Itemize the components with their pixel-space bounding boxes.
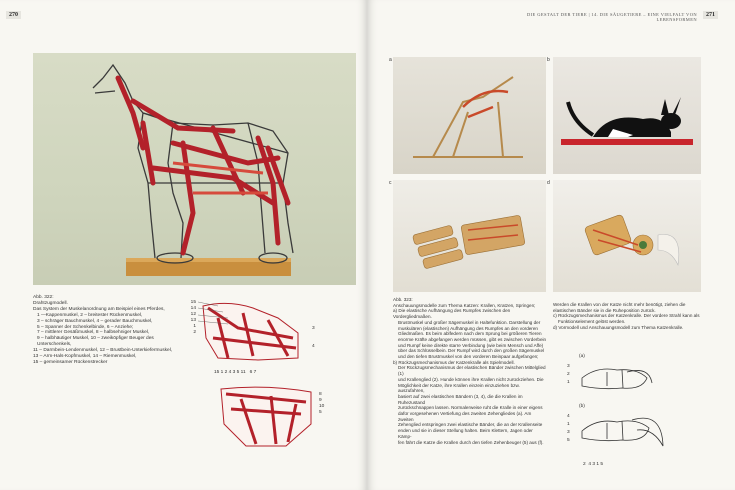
claw-label: 1 xyxy=(567,380,570,385)
fig323-line: Möglichkeit der Katze, ihre Krallen einzein einzuziehen bzw. auszufahren, xyxy=(398,382,520,394)
fig322-caption xyxy=(33,295,183,366)
fig323-line: und Krallenglied (2). Hunde können ihre Krallen nicht zurückziehen. Die xyxy=(398,376,544,382)
running-head: DIE GESTALT DER TIERE | 14. DIE SÄUGETIERE – EINE VIELFALT VON LEBENSFORMEN xyxy=(527,12,697,22)
fig323-caption-right xyxy=(553,302,701,331)
diagram-left-numbers xyxy=(186,300,196,336)
fig323-caption-left xyxy=(393,297,547,445)
photo-label-b: b xyxy=(547,57,550,63)
diagram-number: 12 xyxy=(190,312,196,317)
lower-muscle-drawing xyxy=(216,384,316,450)
muscle-diagram xyxy=(184,298,334,458)
diagram-number: 1 xyxy=(193,324,196,329)
fig323-line: muskulären (elastischen) Aufhängung des Rumpfes an den vorderen xyxy=(398,325,538,331)
fig323-line: enorme Kräfte abgefangen werden müssen, gibt es zwischen Vorderbein xyxy=(398,336,547,342)
fig323-line: a) Die elastische Aufhängung des Rumpfes zwischen den Vordergliedmaßen. xyxy=(393,308,511,320)
claw-drawing-retracted xyxy=(577,358,657,398)
photo-label-a: a xyxy=(389,57,392,63)
fig322-line: 15 – gemeinsamer Rückenstrecker xyxy=(33,359,108,365)
upper-muscle-drawing xyxy=(198,298,308,368)
fig323-line: Anschauungsmodelle zum Thema Katzen: Krallen, Kratzen, Springen; xyxy=(393,302,536,308)
claw-models-drawing xyxy=(553,180,701,292)
diagram-number: 9 xyxy=(319,398,322,403)
fig322-line: 3 – schräger Bauchmuskel, 4 – gerader Bauchmuskel, xyxy=(37,318,153,324)
horse-model-illustration xyxy=(33,53,356,285)
photo-label-d: d xyxy=(547,180,550,186)
cat-spring-drawing xyxy=(393,57,546,174)
fig322-title: Abb. 322: xyxy=(33,295,54,300)
claw-label: (a) xyxy=(579,354,585,359)
claw-label: 4 xyxy=(567,414,570,419)
fig322-line: 7 – mittlerer Gesäßmuskel, 8 – halbsehniger Muskel, xyxy=(37,330,150,336)
fig323-right-line: Werden die Krallen von der Katze nicht mehr benötigt, ziehen die xyxy=(553,302,686,307)
fig323-line: basiert auf zwei elastischen Bändern (3, 4), die die Krallen im Ruhezustand xyxy=(398,393,523,405)
fig322-line: 5 – Spanner der Schenkelbinde, 6 – Anziehe; xyxy=(37,324,134,330)
fig323-line: und den tiefen Brustmuskel von den vorderen Beinpaar aufgefangen; xyxy=(398,354,539,360)
left-page xyxy=(0,0,367,490)
fig323-right-line: Funktionselement gelöst werden. xyxy=(558,319,626,325)
fig323-line: Gliedmaßen. Es beim ablfedern nach dem Sprung bei größeren Tieren xyxy=(398,331,542,337)
fig323-line: dafür vorgesehenen Vertiefung des zweiten Zehengliedes (a). Am zweiten xyxy=(398,411,532,422)
diagram-number: 2 xyxy=(193,330,196,335)
fig323-line: fen fährt die Katze die Krallen durch den tiefen Zehenbeuger (5) aus (f). xyxy=(398,439,544,445)
fig322-line: 1 —Kappenmuskel, 2 – breitester Rückenmuskel, xyxy=(37,312,143,318)
claw-label: 1 xyxy=(567,422,570,427)
claw-bottom-row: 2 4 3 1 5 xyxy=(583,462,604,467)
diagram-number: 3 xyxy=(312,326,315,331)
diagram-number: 14 xyxy=(190,306,196,311)
diagram-number: 10 xyxy=(319,404,325,409)
diagram-lower-right-numbers xyxy=(319,392,324,416)
fig323-right-line: c) Rückzugsmechanismus der Katzenkralle. Der vordere Strahl kann als xyxy=(553,313,700,319)
diagram-number: 5 xyxy=(319,410,322,415)
page-number-right: 271 xyxy=(703,11,718,19)
fig323-line: Zehenglied entspringen zwei elastische Bänder, die an der Krallenseite xyxy=(398,422,543,428)
photo-d-claw-models xyxy=(553,180,701,292)
claw-drawing-extended xyxy=(577,406,667,456)
photo-label-c: c xyxy=(389,180,392,186)
diagram-number: 13 xyxy=(190,318,196,323)
claw-mechanism-drawing xyxy=(393,180,546,292)
fig323-right-line: d) Vormodell und Anschauungsmodell zum Thema Katzenkralle. xyxy=(553,324,684,330)
fig323-line: zurückschnappen lassen. Normalerweise ruht die Kralle in einer eigens xyxy=(398,405,543,411)
claw-label: 3 xyxy=(567,364,570,369)
fig323-line: Der Rückzugsmechanismus der elastischen Bänder zwischen Mittelglied (1) xyxy=(398,365,546,377)
claw-label: 3 xyxy=(567,430,570,435)
diagram-right-numbers xyxy=(312,326,315,350)
fig323-line: und Rumpf keine direkte starre Verbindung (wie beim Mensch und Affe) xyxy=(398,342,544,348)
claw-label: (b) xyxy=(579,404,585,409)
fig323-line: enden und sie in dieser Stellung halten. Beim Klettern, Jagen oder Kämp- xyxy=(398,428,533,439)
photo-c-claw-mechanism-model xyxy=(393,180,546,292)
claw-label: 5 xyxy=(567,438,570,443)
fig322-line: 13 – Arm-Hals-Kopfmuskel, 14 – Riemenmuskel, xyxy=(33,354,137,360)
fig322-line: 11 – Darmbein-Lendenmuskel, 12 – Brustbein-Unterkiefermuskel, xyxy=(33,348,173,354)
diagram-number: 15 xyxy=(190,300,196,305)
photo-a-cat-spring-model xyxy=(393,57,546,174)
fig323-title: Abb. 323: xyxy=(393,297,413,302)
black-cat-drawing xyxy=(553,57,701,174)
diagram-number: 8 xyxy=(319,392,322,397)
fig322-line: Das System der Muskelanordnung am Beispiel eines Pferdes, xyxy=(33,306,165,312)
diagram-number: 4 xyxy=(312,344,315,349)
right-page xyxy=(367,0,735,490)
fig323-line: über das Schlüsselbein. Der Rumpf wird durch den großen Sägemuskel xyxy=(398,348,545,354)
claw-diagram xyxy=(553,350,701,480)
fig322-line: 9 – halbhäutiger Muskel, 10 – zweiköpfiger Beuger des Unterschenkels, xyxy=(37,336,154,348)
fig323-line: Brustmuskel und großer Sägemuskel in Haltefunktion. Darstellung der xyxy=(398,319,541,325)
fig322-subtitle: Drahtzugmodell. xyxy=(33,300,68,306)
fig323-right-line: elastischen Bänder sie in die Ruheposition zurück. xyxy=(553,307,656,313)
diagram-bottom-row: 15 1 2 4 3 5 11 6 7 xyxy=(214,370,257,375)
photo-b-cat-figure xyxy=(553,57,701,174)
claw-label: 2 xyxy=(567,372,570,377)
horse-wire-model-photo xyxy=(33,53,356,285)
fig323-line: b) Rückzugsmechanismus der Katzenkralle als Spielmodell. xyxy=(393,359,515,365)
page-number-left: 270 xyxy=(6,11,21,19)
